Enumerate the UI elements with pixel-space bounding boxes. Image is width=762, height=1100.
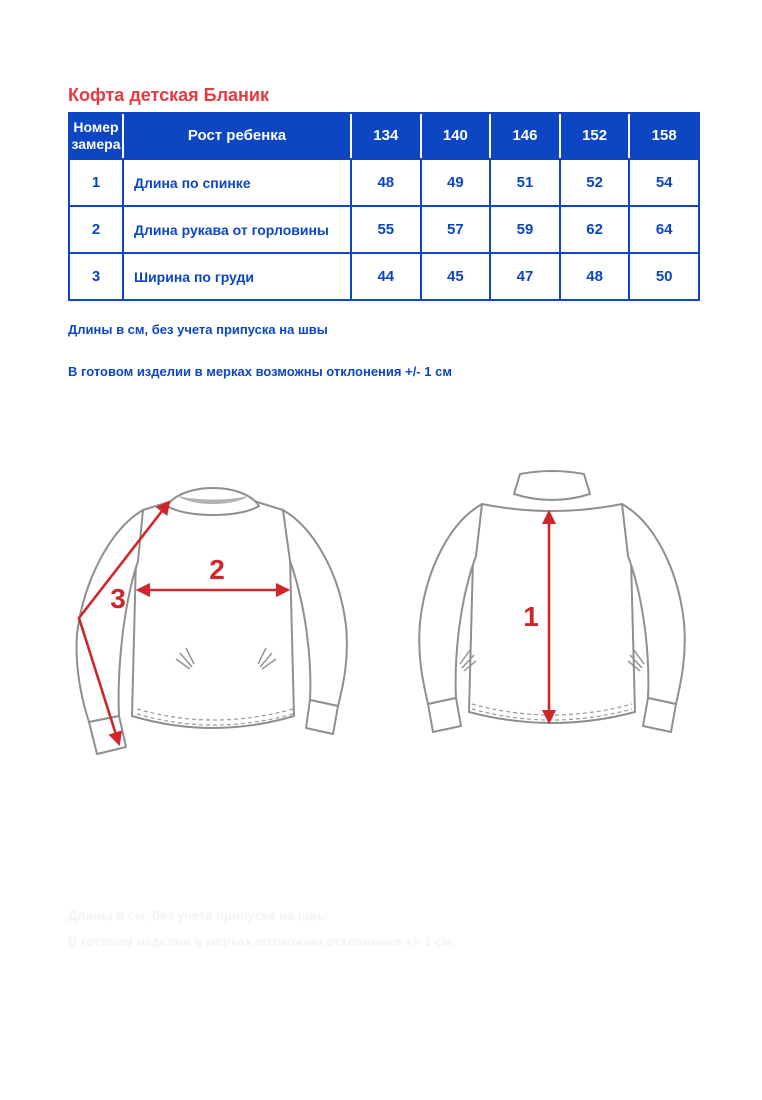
row-measure-label: Длина по спинке xyxy=(122,160,350,205)
header-child-height: Рост ребенка xyxy=(122,114,350,158)
row-measure-label: Длина рукава от горловины xyxy=(122,207,350,252)
measure-2-label: 2 xyxy=(209,554,225,585)
faded-note-1: Длины в см, без учета припуска на швы xyxy=(68,908,328,923)
row-value: 45 xyxy=(420,254,490,299)
row-value: 44 xyxy=(350,254,420,299)
row-value: 48 xyxy=(350,160,420,205)
header-size-134: 134 xyxy=(350,114,420,158)
row-value: 55 xyxy=(350,207,420,252)
row-value: 62 xyxy=(559,207,629,252)
row-value: 49 xyxy=(420,160,490,205)
table-row xyxy=(70,252,698,299)
header-size-152: 152 xyxy=(559,114,629,158)
page-title: Кофта детская Бланик xyxy=(68,85,269,105)
measure-3-label: 3 xyxy=(110,583,126,614)
table-row xyxy=(70,205,698,252)
front-garment-outline xyxy=(77,488,347,754)
row-number: 2 xyxy=(91,221,101,238)
row-value: 51 xyxy=(489,160,559,205)
row-value: 52 xyxy=(559,160,629,205)
size-table xyxy=(68,112,700,301)
note-tolerance: В готовом изделии в мерках возможны отклонения +/- 1 см xyxy=(68,364,452,379)
note-lengths-cm: Длины в см, без учета припуска на швы xyxy=(68,322,328,337)
row-value: 48 xyxy=(559,254,629,299)
front-view-diagram xyxy=(70,466,392,761)
header-size-140: 140 xyxy=(420,114,490,158)
header-size-158: 158 xyxy=(628,114,698,158)
header-size-146: 146 xyxy=(489,114,559,158)
row-value: 50 xyxy=(628,254,698,299)
header-measure-number: Номер замера xyxy=(71,118,121,152)
row-value: 64 xyxy=(628,207,698,252)
back-garment-outline xyxy=(419,471,685,732)
back-view-diagram xyxy=(406,464,728,759)
faded-note-2: В готовом изделии в мерках возможны отклонения +/- 1 см xyxy=(68,934,452,949)
row-value: 57 xyxy=(420,207,490,252)
row-value: 54 xyxy=(628,160,698,205)
table-row xyxy=(70,158,698,205)
table-header-row xyxy=(70,114,698,158)
row-value: 47 xyxy=(489,254,559,299)
row-number: 1 xyxy=(91,174,101,191)
measure-1-label: 1 xyxy=(523,601,539,632)
row-measure-label: Ширина по груди xyxy=(122,254,350,299)
row-value: 59 xyxy=(489,207,559,252)
row-number: 3 xyxy=(91,268,101,285)
